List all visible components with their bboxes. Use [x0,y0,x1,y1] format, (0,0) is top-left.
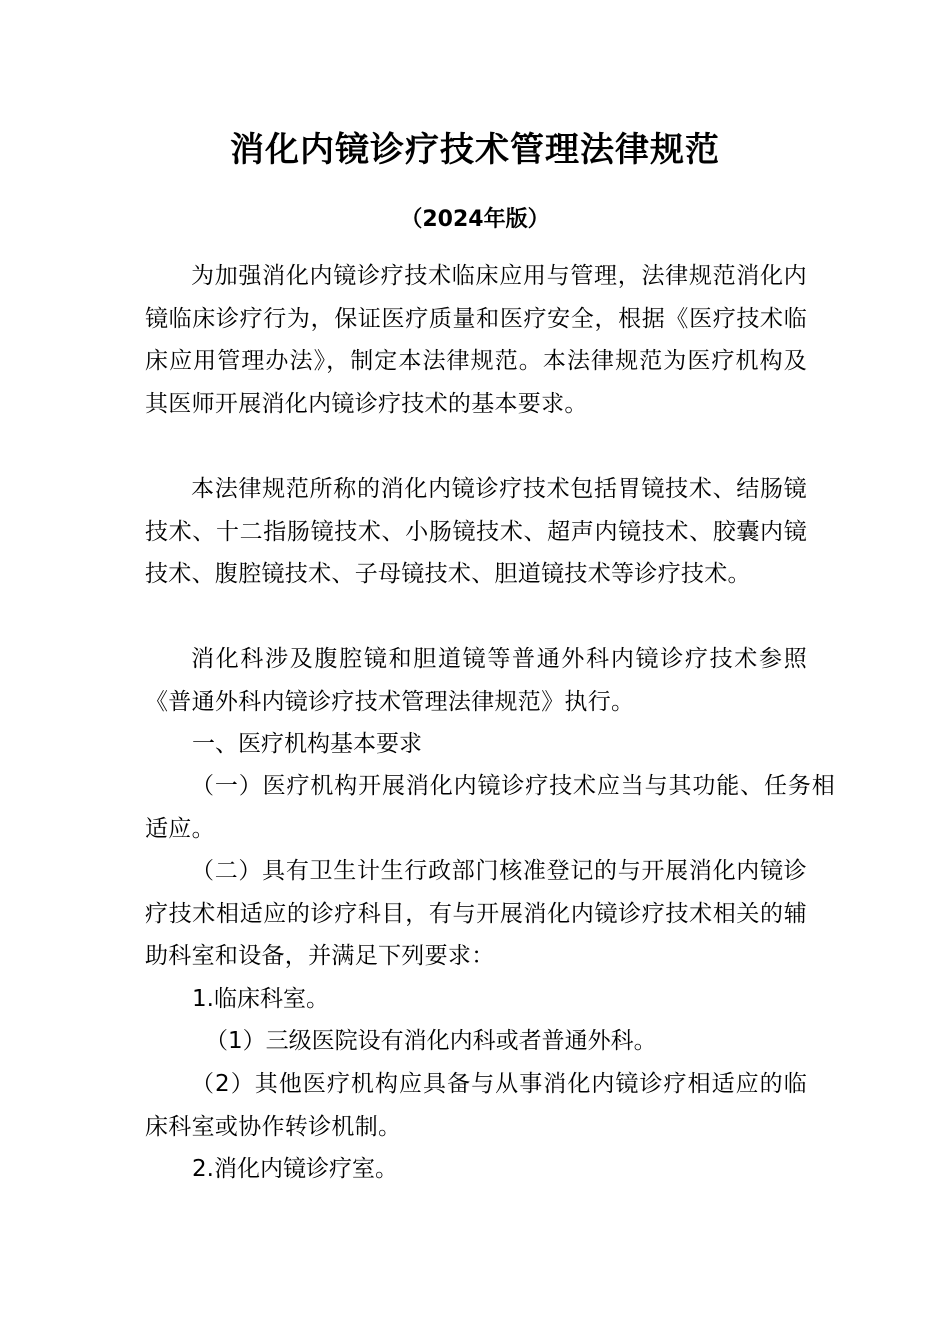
sub-item-clinical-2: （2）其他医疗机构应具备与从事消化内镜诊疗相适应的临床科室或协作转诊机制。 [145,1071,807,1140]
document-subtitle: （2024年版） [400,207,550,232]
sub-item-clinical-1: （1）三级医院设有消化内科或者普通外科。 [205,1028,657,1054]
scope-paragraph: 本法律规范所称的消化内镜诊疗技术包括胃镜技术、结肠镜技术、十二指肠镜技术、小肠镜技术、超声内镜技术、胶囊内镜技术、腹腔镜技术、子母镜技术、胆道镜技术等诊疗技术。 [145,476,807,587]
document-title: 消化内镜诊疗技术管理法律规范 [230,130,720,170]
requirement-item-1: （一）医疗机构开展消化内镜诊疗技术应当与其功能、任务相适应。 [145,773,835,842]
intro-paragraph: 为加强消化内镜诊疗技术临床应用与管理，法律规范消化内镜临床诊疗行为，保证医疗质量和医疗安全，根据《医疗技术临床应用管理办法》，制定本法律规范。本法律规范为医疗机构及其医师开展消化内镜诊疗技术的基本要求。 [145,263,807,417]
reference-paragraph: 消化科涉及腹腔镜和胆道镜等普通外科内镜诊疗技术参照《普通外科内镜诊疗技术管理法律规范》执行。 [145,646,807,715]
sub-item-clinical: 1.临床科室。 [192,986,329,1012]
section-heading: 一、医疗机构基本要求 [192,731,422,757]
requirement-item-2: （二）具有卫生计生行政部门核准登记的与开展消化内镜诊疗技术相适应的诊疗科目，有与开展消化内镜诊疗技术相关的辅助科室和设备，并满足下列要求： [145,858,807,969]
sub-item-endoscopy-room: 2.消化内镜诊疗室。 [192,1156,398,1182]
